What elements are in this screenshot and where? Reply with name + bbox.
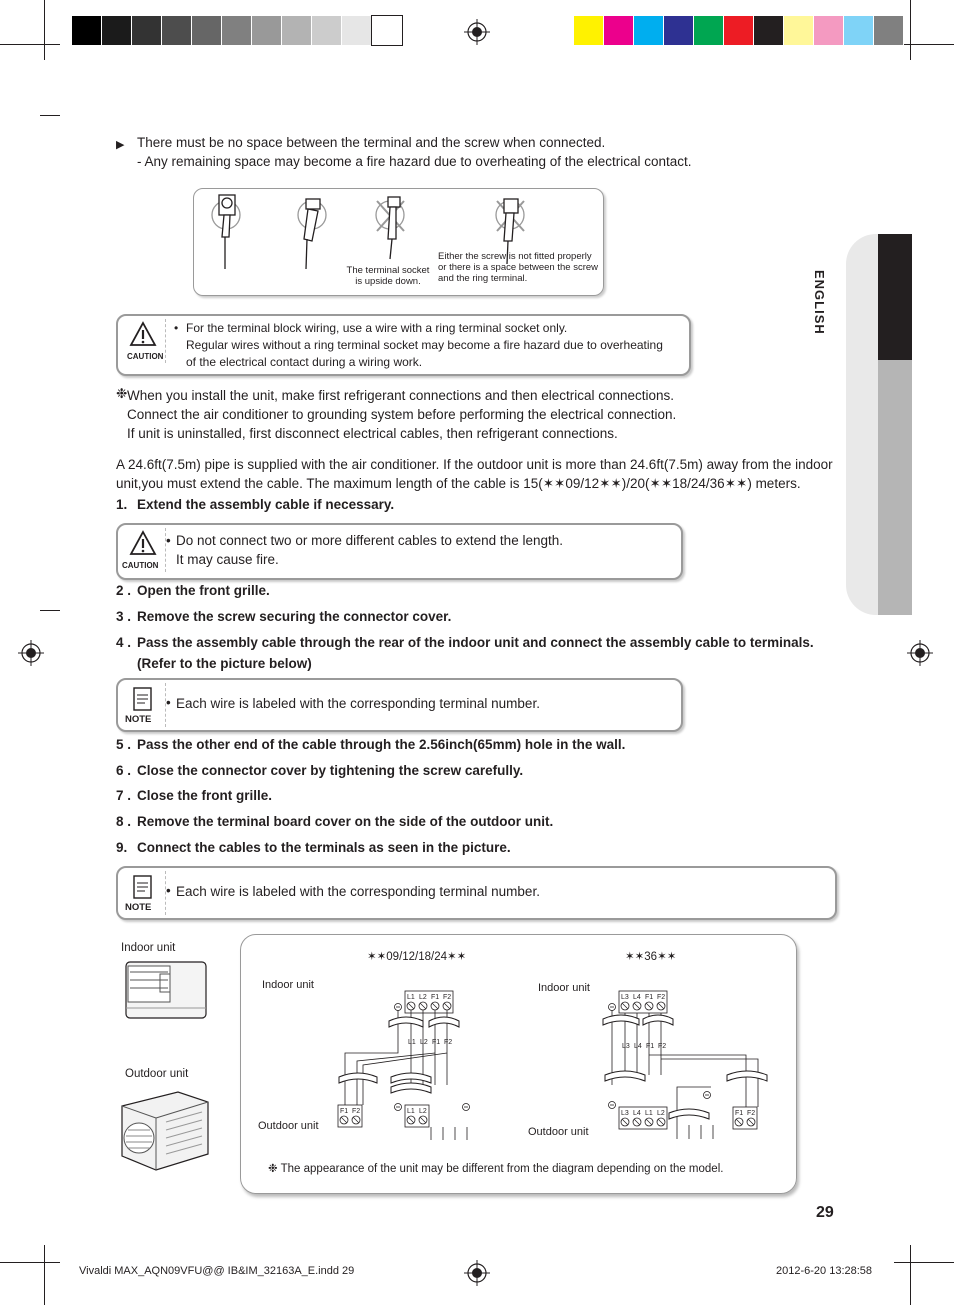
color-swatch: [222, 16, 252, 45]
terminal-label: F1: [646, 1043, 655, 1050]
color-swatch: [604, 16, 634, 45]
crop-mark: [894, 1262, 954, 1263]
caution-icon: CAUTION: [121, 319, 166, 363]
crop-mark: [910, 0, 911, 60]
color-swatch: [844, 16, 874, 45]
model-label-b: ✶✶36✶✶: [625, 951, 677, 963]
caution-text-3: of the electrical contact during a wiring work.: [186, 355, 423, 369]
registration-mark-icon: [18, 640, 44, 666]
outdoor-unit-label-a: Outdoor unit: [258, 1120, 319, 1132]
terminal-label: L4: [633, 994, 641, 1001]
terminal-label: F2: [443, 994, 452, 1001]
color-swatch: [252, 16, 282, 45]
intro-line-1: There must be no space between the terminal and the screw when connected.: [137, 135, 606, 150]
note-text: Each wire is labeled with the corresponding terminal number.: [176, 696, 540, 711]
language-side-tab: [846, 234, 912, 615]
cable-sheath: [643, 1015, 673, 1025]
cable-sheath: [669, 1109, 709, 1119]
terminal-label: F2: [444, 1039, 453, 1046]
terminal-label: L2: [420, 1039, 428, 1046]
color-swatch: [72, 16, 102, 45]
terminal-label: L4: [633, 1110, 641, 1117]
intro-line-2: - Any remaining space may become a fire hazard due to overheating of the electrical contact.: [137, 154, 692, 169]
terminal-label: L1: [407, 994, 415, 1001]
terminal-label: F1: [645, 994, 654, 1001]
crop-mark: [44, 0, 45, 60]
registration-mark-icon: [464, 1260, 490, 1286]
color-swatch: [132, 16, 162, 45]
terminal-label: L2: [419, 994, 427, 1001]
color-swatch: [372, 16, 402, 45]
color-swatch: [754, 16, 784, 45]
outdoor-unit-label: Outdoor unit: [125, 1068, 189, 1080]
paragraph-line-2: unit,you must extend the cable. The maximum length of the cable is 15(✶✶09/12✶✶)/20(✶✶18/24/36✶✶) meters.: [116, 476, 801, 491]
terminal-label: L3: [621, 994, 629, 1001]
gray-color-bar: [72, 16, 402, 45]
crop-mark: [0, 1262, 60, 1263]
file-slug: Vivaldi MAX_AQN09VFU@@ IB&IM_32163A_E.indd 29: [79, 1265, 355, 1277]
note-icon: NOTE: [121, 683, 166, 727]
note-box: NOTE • Each wire is labeled with the corresponding terminal number.: [116, 678, 683, 732]
terminal-label: F1: [340, 1108, 349, 1115]
color-swatch: [312, 16, 342, 45]
cable-sheath: [389, 1017, 423, 1027]
terminal-label: F1: [735, 1110, 744, 1117]
color-swatch: [784, 16, 814, 45]
color-swatch: [874, 16, 904, 45]
page-number: 29: [816, 1204, 834, 1221]
color-swatch: [664, 16, 694, 45]
terminal-label: L2: [419, 1108, 427, 1115]
crop-mark: [44, 1245, 45, 1305]
terminal-label: F2: [352, 1108, 361, 1115]
color-swatch: [574, 16, 604, 45]
caution-box: CAUTION • For the terminal block wiring, use a wire with a ring terminal socket only. Regular wires without a ring terminal socket may become a fire hazard due to overheating of the electrical contact during a wiring work.: [116, 314, 691, 376]
note-box: NOTE • Each wire is labeled with the corresponding terminal number.: [116, 866, 837, 920]
notice-line-3: If unit is uninstalled, first disconnect electrical cables, then refrigerant connections.: [127, 426, 618, 441]
terminal-figure: [193, 188, 604, 296]
wiring-schematic: [241, 935, 796, 1165]
diagram-footnote: ❉ The appearance of the unit may be different from the diagram depending on the model.: [268, 1163, 724, 1175]
notice-line-1: When you install the unit, make first refrigerant connections and then electrical connections.: [127, 388, 675, 403]
caution-text-1: For the terminal block wiring, use a wire with a ring terminal socket only.: [186, 321, 568, 335]
step-4-sub: (Refer to the picture below): [137, 656, 312, 671]
caption-upside-down: The terminal socket is upside down.: [346, 265, 430, 287]
cable-sheath: [727, 1071, 767, 1081]
wiring-diagram: [240, 934, 797, 1194]
terminal-label: F2: [658, 1043, 667, 1050]
registration-mark-icon: [464, 19, 490, 45]
color-swatch: [102, 16, 132, 45]
crop-mark: [0, 44, 60, 45]
triangle-right-icon: ▶: [116, 139, 125, 151]
indoor-unit-label: Indoor unit: [121, 942, 176, 954]
note-text: Each wire is labeled with the corresponding terminal number.: [176, 884, 540, 899]
cable-sheath: [429, 1017, 459, 1027]
note-icon: NOTE: [121, 871, 166, 915]
cable-sheath: [603, 1015, 639, 1025]
caution-text-1: Do not connect two or more different cables to extend the length.: [176, 533, 563, 548]
process-color-bar: [574, 16, 904, 45]
indoor-unit-label-b: Indoor unit: [538, 982, 590, 994]
crop-mark: [910, 1245, 911, 1305]
terminal-label: L3: [621, 1110, 629, 1117]
color-swatch: [814, 16, 844, 45]
terminal-label: L2: [657, 1110, 665, 1117]
color-swatch: [634, 16, 664, 45]
caution-text-2: Regular wires without a ring terminal socket may become a fire hazard due to overheating: [186, 338, 663, 352]
outdoor-unit-label-b: Outdoor unit: [528, 1126, 589, 1138]
color-swatch: [724, 16, 754, 45]
terminal-label: L3: [622, 1043, 630, 1050]
print-date: 2012-6-20 13:28:58: [776, 1265, 873, 1277]
caution-text-2: It may cause fire.: [176, 552, 279, 567]
notice-line-2: Connect the air conditioner to grounding system before performing the electrical connection.: [127, 407, 677, 422]
color-swatch: [192, 16, 222, 45]
terminal-label: L1: [407, 1108, 415, 1115]
color-swatch: [282, 16, 312, 45]
paragraph-line-1: A 24.6ft(7.5m) pipe is supplied with the air conditioner. If the outdoor unit is more than 24.6ft(7.5m) away from the indoor: [116, 457, 833, 472]
wire-line: [649, 1055, 746, 1107]
language-label: ENGLISH: [812, 270, 827, 335]
cable-sheath: [605, 1071, 645, 1081]
terminal-label: L1: [408, 1039, 416, 1046]
indoor-unit-illustration: [124, 960, 208, 1022]
terminal-label: L4: [634, 1043, 642, 1050]
caption-screw-space: Either the screw is not fitted properly or there is a space between the screw and the ring terminal.: [438, 251, 599, 284]
notice-mark: ❉: [116, 386, 128, 401]
crop-mark: [40, 610, 60, 611]
outdoor-unit-illustration: [118, 1088, 212, 1172]
color-swatch: [694, 16, 724, 45]
color-swatch: [342, 16, 372, 45]
terminal-label: F1: [432, 1039, 441, 1046]
terminal-label: F2: [747, 1110, 756, 1117]
crop-mark: [40, 115, 60, 116]
indoor-unit-label-a: Indoor unit: [262, 979, 314, 991]
terminal-label: F1: [431, 994, 440, 1001]
color-swatch: [162, 16, 192, 45]
cable-sheath: [391, 1083, 431, 1093]
terminal-label: F2: [657, 994, 666, 1001]
registration-mark-icon: [907, 640, 933, 666]
caution-icon: CAUTION: [121, 528, 166, 572]
model-label-a: ✶✶09/12/18/24✶✶: [367, 951, 467, 963]
wire-line: [661, 1059, 758, 1107]
terminal-label: L1: [645, 1110, 653, 1117]
caution-box: CAUTION • Do not connect two or more different cables to extend the length. It may cause fire.: [116, 523, 683, 580]
